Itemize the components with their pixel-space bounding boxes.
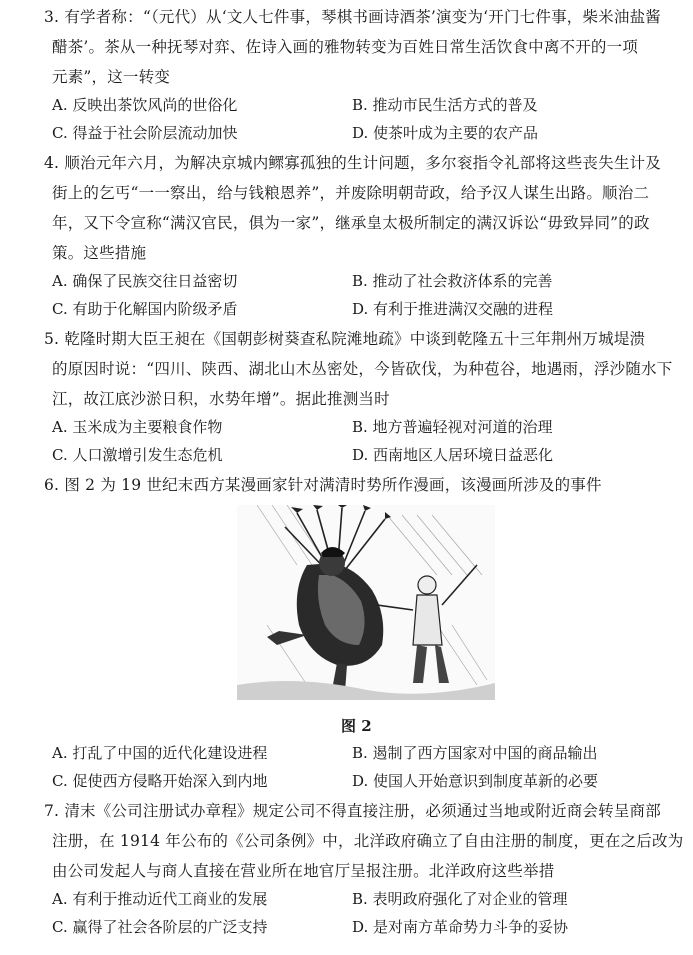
question-3-line-3: 元素”，这一转变 <box>52 68 171 86</box>
question-3-option-d[interactable]: D. 使茶叶成为主要的农产品 <box>352 124 539 142</box>
question-5-line-3: 江，故江底沙淤日积，水势年增”。据此推测当时 <box>52 390 390 408</box>
question-4-line-4: 策。这些措施 <box>52 244 147 262</box>
question-7-line-2: 注册，在 1914 年公布的《公司条例》中，北洋政府确立了自由注册的制度，更在之后改为 <box>52 832 684 850</box>
question-3-option-c[interactable]: C. 得益于社会阶层流动加快 <box>52 124 238 142</box>
question-7-line-3: 由公司发起人与商人直接在营业所在地官厅呈报注册。北洋政府这些举措 <box>52 862 555 880</box>
question-7-option-d[interactable]: D. 是对南方革命势力斗争的妥协 <box>352 918 569 936</box>
question-6-option-d[interactable]: D. 使国人开始意识到制度革新的必要 <box>352 772 599 790</box>
question-5-option-d[interactable]: D. 西南地区人居环境日益恶化 <box>352 446 554 464</box>
question-4-line-2: 街上的乞丐“一一察出，给与钱粮恩养”，并废除明朝苛政，给予汉人谋生出路。顺治二 <box>52 184 650 202</box>
question-3-option-a[interactable]: A. 反映出茶饮风尚的世俗化 <box>52 96 238 114</box>
question-3-line-1: 3. 有学者称：“（元代）从‘文人七件事，琴棋书画诗酒茶’演变为‘开门七件事，柴米油盐酱 <box>44 8 661 26</box>
question-7-option-c[interactable]: C. 赢得了社会各阶层的广泛支持 <box>52 918 268 936</box>
question-6-option-c[interactable]: C. 促使西方侵略开始深入到内地 <box>52 772 268 790</box>
question-5-line-1: 5. 乾隆时期大臣王昶在《国朝彭树葵查私院滩地疏》中谈到乾隆五十三年荆州万城堤溃 <box>44 330 646 348</box>
question-4-option-c[interactable]: C. 有助于化解国内阶级矛盾 <box>52 300 238 318</box>
question-5-line-2: 的原因时说：“四川、陕西、湖北山木丛密处，今皆砍伐，为种苞谷，地遇雨，浮沙随水下 <box>52 360 673 378</box>
question-4-option-a[interactable]: A. 确保了民族交往日益密切 <box>52 272 238 290</box>
question-6-option-a[interactable]: A. 打乱了中国的近代化建设进程 <box>52 744 268 762</box>
question-5-option-c[interactable]: C. 人口激增引发生态危机 <box>52 446 223 464</box>
question-4-option-d[interactable]: D. 有利于推进满汉交融的进程 <box>352 300 554 318</box>
question-7-option-a[interactable]: A. 有利于推动近代工商业的发展 <box>52 890 268 908</box>
question-3-option-b[interactable]: B. 推动市民生活方式的普及 <box>352 96 538 114</box>
question-4-line-1: 4. 顺治元年六月，为解决京城内鳏寡孤独的生计问题，多尔衮指令礼部将这些丧失生计及 <box>44 154 661 172</box>
figure-caption: 图 2 <box>341 717 372 735</box>
question-4-line-3: 年，又下令宣称“满汉官民，俱为一家”，继承皇太极所制定的满汉诉讼“毋致异同”的政 <box>52 214 650 232</box>
question-4-option-b[interactable]: B. 推动了社会救济体系的完善 <box>352 272 553 290</box>
question-7-line-1: 7. 清末《公司注册试办章程》规定公司不得直接注册，必须通过当地或附近商会转呈商部 <box>44 802 661 820</box>
cartoon-illustration <box>237 505 495 700</box>
question-6-option-b[interactable]: B. 遏制了西方国家对中国的商品输出 <box>352 744 598 762</box>
question-5-option-b[interactable]: B. 地方普遍轻视对河道的治理 <box>352 418 553 436</box>
question-6-line-1: 6. 图 2 为 19 世纪末西方某漫画家针对满清时势所作漫画，该漫画所涉及的事件 <box>44 476 602 494</box>
question-7-option-b[interactable]: B. 表明政府强化了对企业的管理 <box>352 890 568 908</box>
question-5-option-a[interactable]: A. 玉米成为主要粮食作物 <box>52 418 223 436</box>
question-3-line-2: 醋茶’。茶从一种抚琴对弈、佐诗入画的雅物转变为百姓日常生活饮食中离不开的一项 <box>52 38 639 56</box>
